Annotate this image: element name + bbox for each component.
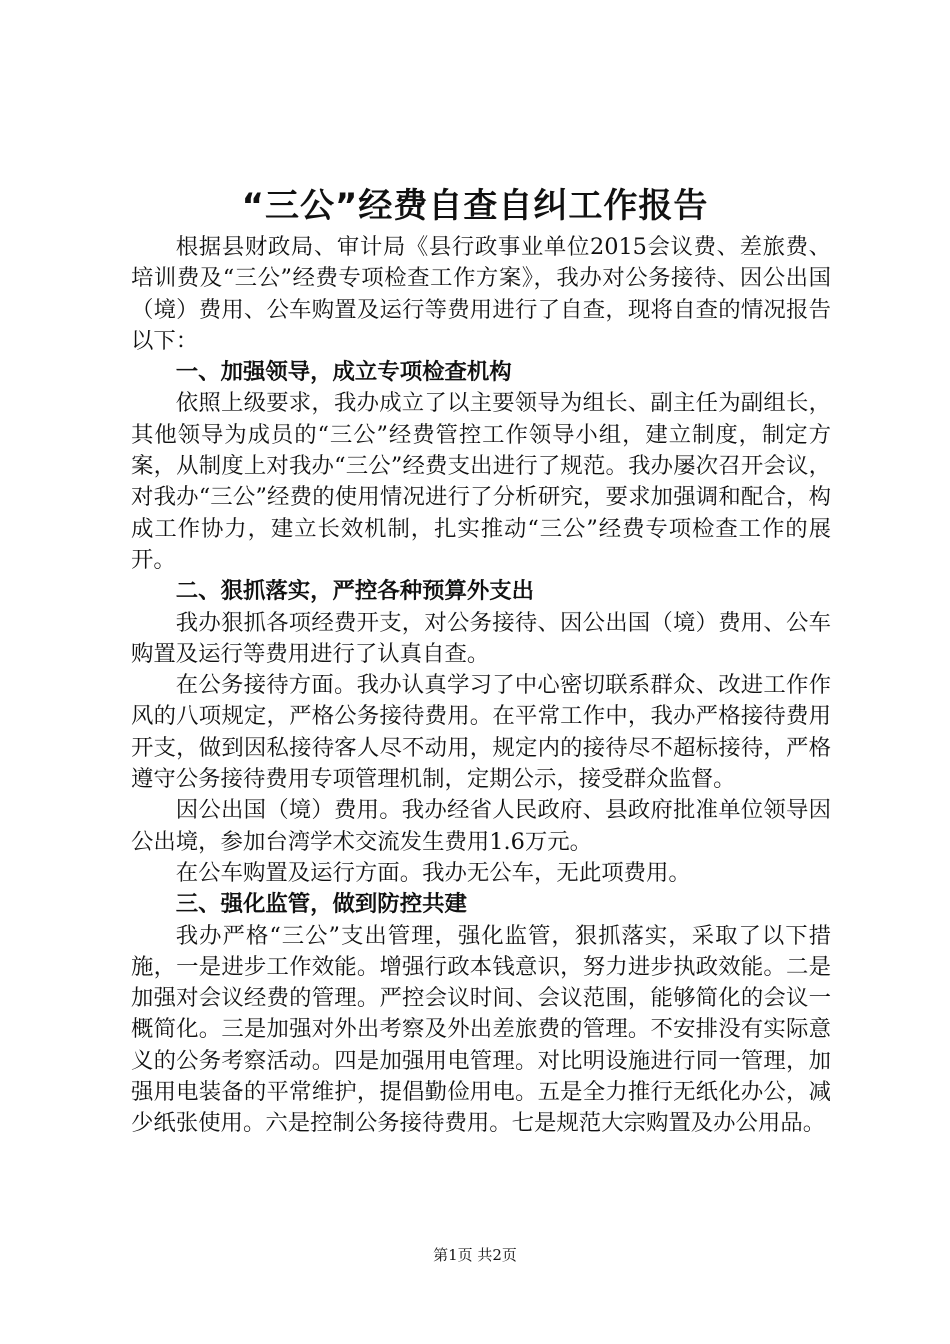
section1-paragraph-1: 依照上级要求，我办成立了以主要领导为组长、副主任为副组长，其他领导为成员的“三公”经费管控工作领导小组，建立制度，制定方案，从制度上对我办“三公”经费支出进行了规范。我办屡次召开会议，对我办“三公”经费的使用情况进行了分析研究，要求加强调和配合，构成工作协力，建立长效机制，扎实推动“三公”经费专项检查工作的展开。	[131, 390, 831, 573]
section3-paragraph-1: 我办严格“三公”支出管理，强化监管，狠抓落实，采取了以下措施，一是进步工作效能。增强行政本钱意识，努力进步执政效能。二是加强对会议经费的管理。严控会议时间、会议范围，能够简化的会议一概简化。三是加强对外出考察及外出差旅费的管理。不安排没有实际意义的公务考察活动。四是加强用电管理。对比明设施进行同一管理，加强用电装备的平常维护，提倡勤俭用电。五是全力推行无纸化办公，减少纸张使用。六是控制公务接待费用。七是规范大宗购置及办公用品。	[131, 922, 831, 1137]
intro-paragraph: 根据县财政局、审计局《县行政事业单位2015会议费、差旅费、培训费及“三公”经费专项检查工作方案》，我办对公务接待、因公出国（境）费用、公车购置及运行等费用进行了自查，现将自查的情况报告以下：	[131, 234, 831, 354]
section2-paragraph-1: 我办狠抓各项经费开支，对公务接待、因公出国（境）费用、公车购置及运行等费用进行了认真自查。	[131, 609, 831, 667]
section2-paragraph-4: 在公车购置及运行方面。我办无公车，无此项费用。	[175, 859, 691, 886]
document-title: “三公”经费自查自纠工作报告	[241, 186, 709, 226]
section-heading-1: 一、加强领导，成立专项检查机构	[175, 359, 512, 386]
section-heading-2: 二、狠抓落实，严控各种预算外支出	[175, 578, 535, 605]
section2-paragraph-2: 在公务接待方面。我办认真学习了中心密切联系群众、改进工作作风的八项规定，严格公务接待费用。在平常工作中，我办严格接待费用开支，做到因私接待客人尽不动用，规定内的接待尽不超标接待，严格遵守公务接待费用专项管理机制，定期公示，接受群众监督。	[131, 672, 831, 793]
document-body	[131, 232, 831, 1140]
page-footer: 第1页 共2页	[433, 1246, 517, 1264]
section2-paragraph-3: 因公出国（境）费用。我办经省人民政府、县政府批准单位领导因公出境，参加台湾学术交流发生费用1.6万元。	[131, 797, 831, 855]
section-heading-3: 三、强化监管，做到防控共建	[175, 891, 467, 918]
